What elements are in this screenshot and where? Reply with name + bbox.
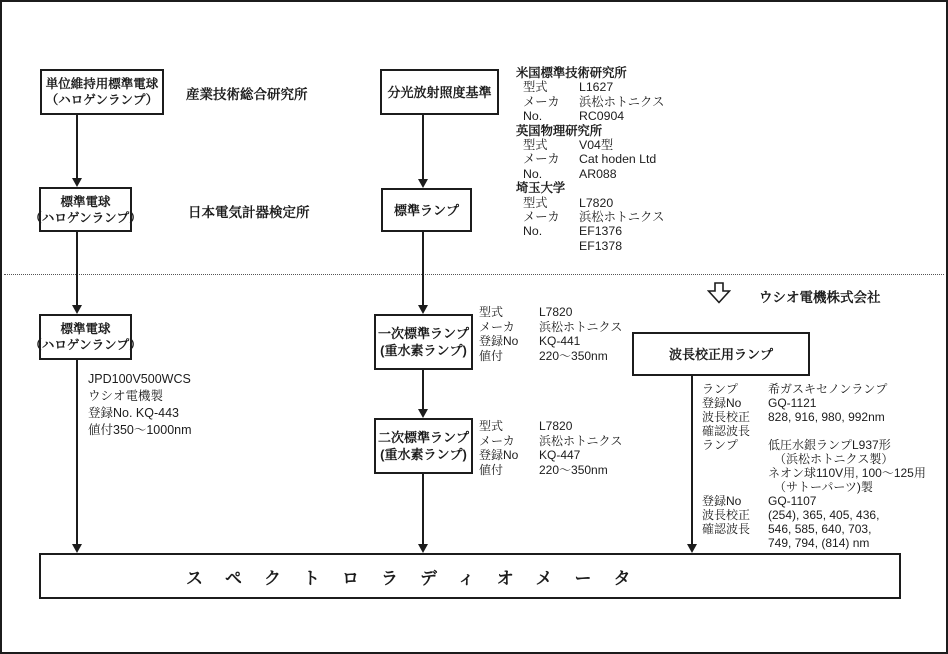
spec-row: [702, 508, 926, 522]
spec-value: EF1376: [579, 224, 623, 239]
spec-line: ウシオ電機製: [88, 389, 164, 403]
spec-row: [516, 95, 664, 109]
spec-row: [516, 80, 664, 94]
box-subtitle: （ハロゲンランプ）: [29, 210, 142, 225]
spec-label: ランプ: [702, 438, 739, 452]
spec-value: GQ-1107: [768, 494, 817, 508]
box-primary-standard-lamp: [374, 314, 473, 370]
spec-label: メーカ: [479, 433, 515, 448]
arrow-line: [76, 360, 78, 545]
box-subtitle: （ハロゲンランプ）: [29, 338, 142, 352]
spec-label: メーカ: [523, 210, 560, 225]
spec-row: [516, 109, 664, 123]
spec-row: [516, 239, 664, 253]
arrowhead: [72, 305, 82, 314]
spec-value: GQ-1121: [768, 396, 817, 410]
box-spectroradiometer: [39, 553, 901, 599]
arrowhead: [418, 409, 428, 418]
spec-row: [479, 320, 622, 335]
spec-value: KQ-441: [539, 334, 581, 348]
spec-row: [479, 334, 622, 349]
spec-value: 749, 794, (814) nm: [768, 536, 870, 550]
spec-label: 型式: [523, 138, 548, 153]
spec-label: 登録No: [702, 396, 742, 410]
arrow-line: [422, 370, 424, 410]
spec-row: [479, 448, 622, 463]
spec-value: 浜松ホトニクス: [579, 210, 665, 225]
box-standard-lamp-jemic: [29, 187, 142, 232]
spec-label: No.: [523, 166, 543, 181]
spec-value: 828, 916, 980, 992nm: [768, 410, 885, 424]
spec-row: [479, 419, 622, 434]
spec-value: KQ-447: [539, 448, 581, 462]
label-aist: 産業技術総合研究所: [186, 87, 308, 102]
spec-value: 220～350nm: [539, 462, 608, 477]
spec-value: L7820: [539, 419, 573, 433]
spec-label: [523, 239, 579, 253]
spec-value: 希ガスキセノンランプ: [768, 382, 888, 396]
spec-label: 型式: [479, 419, 504, 433]
spec-label: 確認波長: [702, 522, 751, 536]
spec-row: [479, 434, 622, 449]
reference-institutes: [516, 66, 664, 253]
spec-row: [516, 167, 664, 181]
arrowhead: [72, 544, 82, 553]
box-subtitle: (重水素ランプ): [380, 343, 467, 358]
spec-label: メーカ: [523, 152, 560, 167]
arrow-line: [76, 115, 78, 179]
spec-row: [702, 494, 926, 508]
spec-value: ネオン球110V用, 100～125用: [768, 466, 926, 480]
spec-label: メーカ: [523, 94, 560, 109]
box-title: 標準電球: [60, 322, 111, 336]
arrowhead: [418, 305, 428, 314]
spec-row: [479, 305, 622, 320]
box-title: 標準ランプ: [393, 202, 459, 218]
spec-row: [702, 480, 926, 494]
arrow-line: [422, 115, 424, 180]
box-wavelength-calibration-lamp: [632, 332, 810, 376]
arrow-line: [691, 376, 693, 545]
box-subtitle: （ハロゲンランプ）: [45, 93, 159, 107]
spec-label: 型式: [479, 305, 504, 319]
spec-value: EF1378: [579, 238, 623, 253]
spec-value: 浜松ホトニクス: [539, 433, 623, 448]
spec-row: [702, 438, 926, 452]
spec-line: JPD100V500WCS: [88, 372, 191, 386]
spec-label: [702, 480, 768, 494]
spec-label: ランプ: [702, 382, 739, 396]
wavelength-cal-specs: [702, 382, 926, 550]
spec-value: 浜松ホトニクス: [539, 319, 623, 334]
box-standard-lamp: [381, 188, 472, 232]
spec-row: [702, 396, 926, 410]
spec-label: 登録No: [479, 448, 519, 462]
spec-row: [702, 410, 926, 424]
spec-row: [516, 138, 664, 152]
secondary-lamp-specs: [479, 419, 622, 477]
spec-label: 波長校正: [702, 410, 751, 424]
spec-row: [702, 466, 926, 480]
spec-row: [516, 224, 664, 238]
spec-value: 浜松ホトニクス: [579, 94, 665, 109]
box-unit-maintenance-standard-lamp: [40, 69, 164, 115]
box-title: 波長校正用ランプ: [668, 346, 773, 362]
hollow-down-arrow-icon: [707, 282, 731, 304]
spec-row: [702, 522, 926, 536]
spec-label: No.: [523, 224, 543, 239]
box-spectral-irradiance-standard: [380, 69, 499, 115]
spec-label: 値付: [479, 348, 504, 363]
spec-row: [479, 349, 622, 364]
spec-value: RC0904: [579, 109, 625, 124]
arrow-line: [422, 474, 424, 545]
box-title: 分光放射照度基準: [387, 84, 492, 100]
spec-line: 登録No. KQ-443: [88, 406, 180, 420]
institute-name: 米国標準技術研究所: [516, 66, 627, 80]
spec-value: （浜松ホトニクス製）: [774, 452, 894, 466]
spec-row: [479, 463, 622, 478]
spec-label: [702, 452, 768, 466]
spec-label: No.: [523, 109, 543, 124]
spec-value: AR088: [579, 166, 617, 181]
arrow-line: [422, 232, 424, 306]
spec-row: [702, 536, 926, 550]
spec-value: （サトーパーツ)製: [774, 480, 873, 494]
spec-row: [702, 424, 926, 438]
arrowhead: [72, 178, 82, 187]
box-title: 単位維持用標準電球: [45, 77, 159, 91]
spec-label: 波長校正: [702, 508, 751, 522]
spec-row: [702, 382, 926, 396]
spec-value: L7820: [539, 305, 573, 319]
spec-value: L7820: [579, 195, 614, 210]
primary-lamp-specs: [479, 305, 622, 363]
section-divider: [4, 274, 944, 275]
spec-value: 220～350nm: [539, 348, 608, 363]
spec-row: [702, 452, 926, 466]
arrow-line: [76, 232, 78, 306]
company-label: ウシオ電機株式会社: [759, 290, 881, 305]
spec-value: V04型: [579, 138, 614, 153]
spec-row: [516, 210, 664, 224]
spec-value: L1627: [579, 80, 614, 95]
spec-label: 型式: [523, 80, 548, 95]
spec-line: 値付350～1000nm: [88, 423, 192, 437]
box-secondary-standard-lamp: [374, 418, 473, 474]
box-title: 標準電球: [60, 194, 111, 209]
ushio-lamp-specs: [88, 371, 192, 439]
box-standard-lamp-ushio: [29, 314, 142, 360]
arrowhead: [418, 544, 428, 553]
arrowhead: [418, 179, 428, 188]
label-jemic: 日本電気計器検定所: [188, 205, 310, 220]
spec-label: 型式: [523, 195, 548, 210]
spec-label: 登録No: [702, 494, 742, 508]
box-title: 一次標準ランプ: [377, 326, 469, 341]
spec-label: 値付: [479, 462, 504, 477]
box-subtitle: (重水素ランプ): [380, 447, 467, 462]
institute-name: 英国物理研究所: [516, 123, 603, 138]
box-title: スペクトロラディオメータ: [186, 568, 653, 588]
spec-value: (254), 365, 405, 436,: [768, 508, 880, 522]
box-title: 二次標準ランプ: [377, 430, 469, 445]
spec-label: [702, 466, 768, 480]
institute-name: 埼玉大学: [516, 181, 566, 196]
arrowhead: [687, 544, 697, 553]
spec-label: メーカ: [479, 319, 515, 334]
spec-row: [516, 152, 664, 166]
spec-value: Cat hoden Ltd: [579, 152, 657, 167]
spec-value: 低圧水銀ランプL937形: [768, 438, 891, 452]
spec-value: 546, 585, 640, 703,: [768, 522, 872, 536]
spec-row: [516, 196, 664, 210]
spec-label: [702, 536, 768, 550]
spec-label: 登録No: [479, 334, 519, 348]
spec-label: 確認波長: [702, 424, 751, 438]
